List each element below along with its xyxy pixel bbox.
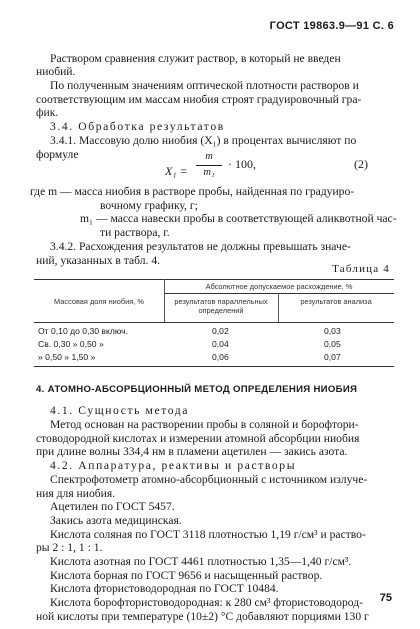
row-parallel: 0,04 [212,339,229,349]
s42-line-7: Кислота азотная по ГОСТ 4461 плотностью 1,35—1,40 г/см³. [50,555,352,568]
s42-line-9: Кислота фтористоводородная по ГОСТ 10484. [50,582,279,595]
col3-header: результатов анализа [300,297,372,306]
where-line-2: вочному графику, г; [100,199,198,212]
col1-header: Массовая доля ниобия, % [54,297,144,306]
p341-line-1: 3.4.1. Массовую долю ниобия (X₁) в процентах вычисляют по [50,134,357,147]
formula-denominator: m₁ [203,167,215,178]
row-parallel: 0,06 [212,352,229,362]
intro-line-1: Раствором сравнения служит раствор, в который не введен [50,52,341,65]
row-analysis: 0,05 [324,339,341,349]
row-parallel: 0,02 [212,326,229,336]
row-analysis: 0,03 [324,326,341,336]
section-3-4-heading: 3.4. Обработка результатов [50,120,225,133]
s41-line-1: Метод основан на растворении пробы в соляной и борофтори- [50,418,359,431]
where-line-1: где m — масса ниобия в растворе пробы, найденная по градуиро- [30,185,355,198]
section-4-heading: 4. АТОМНО-АБСОРБЦИОННЫЙ МЕТОД ОПРЕДЕЛЕНИЯ НИОБИЯ [36,384,358,395]
formula-number: (2) [354,157,368,171]
intro-line-4: соответствующим им массам ниобия строят градуировочный гра- [36,93,362,106]
col2-header: результатов параллельных определений [174,297,268,315]
section-4-2-heading: 4.2. Аппаратура, реактивы и растворы [50,459,297,472]
table-top-rule [34,279,394,280]
s41-line-2: стоводородной кислотах и измерении атомной абсорбции ниобия [36,432,360,445]
s41-line-3: при длине волны 334,4 нм в пламени ацетилен — закись азота. [36,445,348,458]
row-range: Св. 0,30 » 0,50 » [38,339,104,349]
s42-line-3: Ацетилен по ГОСТ 5457. [50,500,175,513]
p341-line-2: формуле [36,148,79,161]
table-bottom-rule [34,366,394,367]
row-range: От 0,10 до 0,30 включ. [38,326,128,336]
where-line-4: ти раствора, г. [100,226,170,239]
table-group-rule [164,293,394,294]
s42-line-11: ной кислоты при температуре (10±2) °С добавляют порциями 130 г [36,610,369,623]
s42-line-4: Закись азота медицинская. [50,514,182,527]
page-number: 75 [379,592,392,604]
p342-line-2: ний, указанных в табл. 4. [36,254,161,267]
fraction-bar [196,165,222,166]
row-analysis: 0,07 [324,352,341,362]
table-header-rule [34,322,394,323]
s42-line-1: Спектрофотометр атомно-абсорбционный с источником излуче- [50,473,368,486]
formula-rhs: · 100, [228,157,256,171]
s42-line-2: ния для ниобия. [36,487,116,500]
where-line-3: m₁ — масса навески пробы в соответствующей аликвотной час- [80,212,397,225]
table-caption: Таблица 4 [332,263,390,275]
intro-line-2: ниобий. [36,65,76,78]
p342-line-1: 3.4.2. Расхождения результатов не должны превышать значе- [50,240,351,253]
formula-numerator: m [205,151,213,162]
row-range: » 0,50 » 1,50 » [38,352,96,362]
intro-line-5: фик. [36,106,59,119]
s42-line-6: ры 2 : 1, 1 : 1. [36,541,103,554]
table-col-divider-2 [278,293,279,322]
group-header: Абсолютное допускаемое расхождение, % [205,282,353,291]
page-header: ГОСТ 19863.9—91 С. 6 [269,20,394,32]
formula-lhs: X₁ = [165,164,188,178]
intro-line-3: По полученным значениям оптической плотности растворов и [50,79,359,92]
s42-line-10: Кислота борофтористоводородная: к 280 см³ фтористоводород- [50,596,363,609]
s42-line-8: Кислота борная по ГОСТ 9656 и насыщенный раствор. [50,569,323,582]
section-4-1-heading: 4.1. Сущность метода [50,404,190,417]
s42-line-5: Кислота соляная по ГОСТ 3118 плотностью 1,19 г/см³ и раство- [50,528,366,541]
